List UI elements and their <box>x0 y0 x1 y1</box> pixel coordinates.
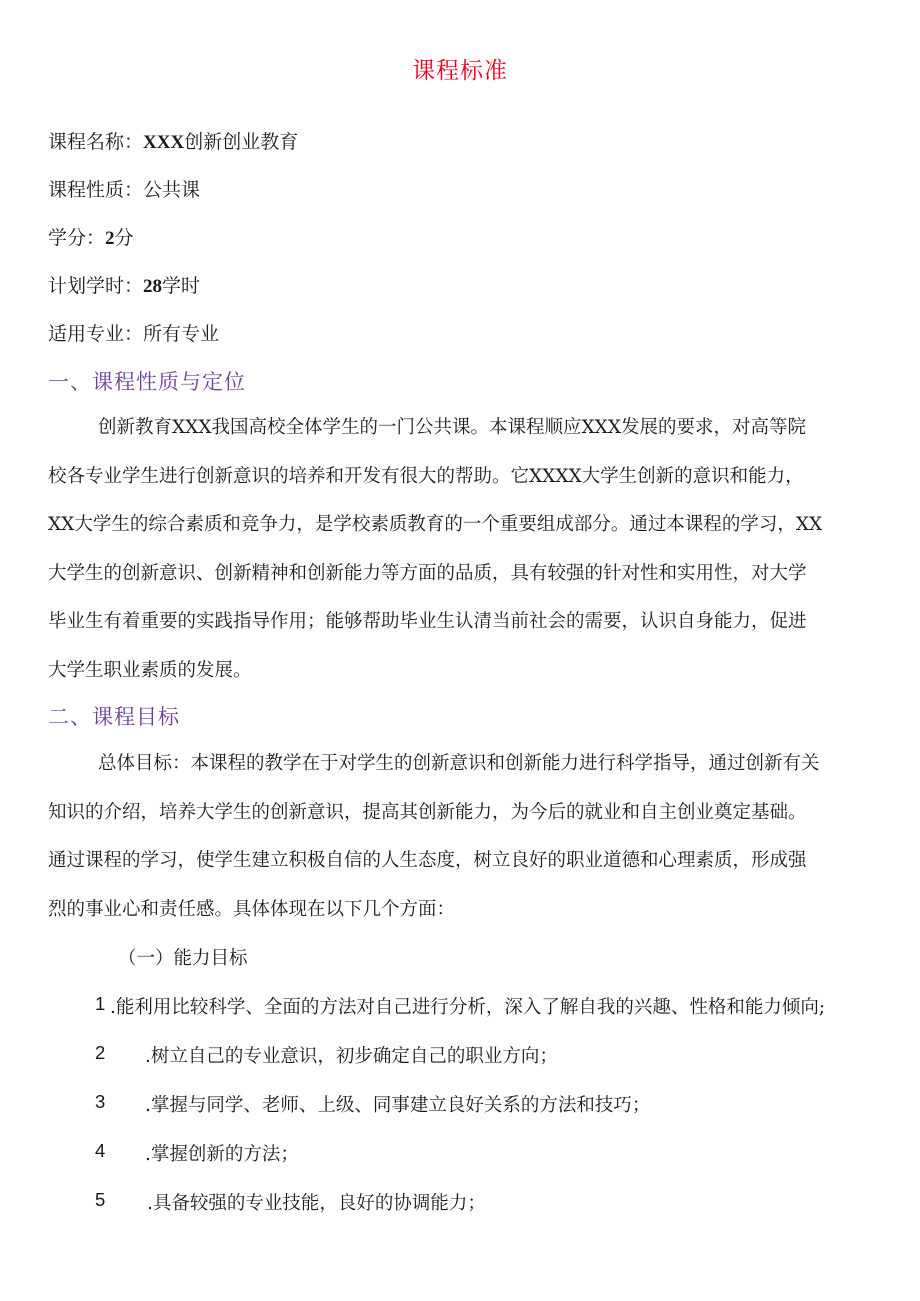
paragraph-line: 毕业生有着重要的实践指导作用；能够帮助毕业生认清当前社会的需要，认识自身能力，促进 <box>48 611 807 632</box>
meta-value: 28学时 <box>143 275 201 297</box>
paragraph-line: 知识的介绍，培养大学生的创新意识，提高其创新能力，为今后的就业和自主创业奠定基础。 <box>48 801 807 823</box>
item-number: 1 <box>95 993 106 1014</box>
paragraph-line: XX大学生的综合素质和竞争力，是学校素质教育的一个重要组成部分。通过本课程的学习，XX <box>48 514 823 535</box>
item-text: .具备较强的专业技能，良好的协调能力； <box>147 1193 486 1214</box>
meta-hours <box>48 271 200 298</box>
item-number: 3 <box>95 1091 106 1112</box>
subheading-ability-objectives: （一）能力目标 <box>118 948 248 969</box>
section1-paragraph <box>48 404 874 695</box>
meta-label: 学分： <box>48 227 106 249</box>
meta-course-name <box>48 127 298 154</box>
meta-credits <box>48 223 134 250</box>
meta-value: 2分 <box>105 227 134 249</box>
item-text: .掌握与同学、老师、上级、同事建立良好关系的方法和技巧； <box>145 1095 651 1116</box>
meta-label: 计划学时： <box>48 275 144 297</box>
meta-label: 适用专业： <box>48 323 144 345</box>
section-heading-objectives: 二、课程目标 <box>48 705 180 729</box>
paragraph-line: 创新教育XXX我国高校全体学生的一门公共课。本课程顺应XXX发展的要求，对高等院 <box>98 417 807 438</box>
item-number: 2 <box>95 1042 106 1063</box>
document-title: 课程标准 <box>412 58 508 84</box>
paragraph-line: 烈的事业心和责任感。具体体现在以下几个方面： <box>48 898 456 920</box>
meta-label: 课程名称： <box>48 131 144 153</box>
item-text: .掌握创新的方法； <box>145 1144 299 1165</box>
paragraph-line: 大学生的创新意识、创新精神和创新能力等方面的品质，具有较强的针对性和实用性，对大学 <box>48 562 807 584</box>
meta-label: 课程性质： <box>48 179 144 201</box>
meta-majors <box>48 319 219 346</box>
paragraph-line: 总体目标：本课程的教学在于对学生的创新意识和创新能力进行科学指导，通过创新有关 <box>98 753 820 774</box>
meta-value: 所有专业 <box>143 323 220 345</box>
item-text: .能利用比较科学、全面的方法对自己进行分析，深入了解自我的兴趣、性格和能力倾向; <box>110 997 826 1018</box>
item-number: 4 <box>95 1140 106 1161</box>
meta-value: 公共课 <box>143 179 201 201</box>
section2-paragraph <box>48 740 874 934</box>
paragraph-line: 通过课程的学习，使学生建立积极自信的人生态度，树立良好的职业道德和心理素质，形成强 <box>48 850 807 871</box>
item-text: .树立自己的专业意识，初步确定自己的职业方向； <box>145 1046 558 1067</box>
meta-value: XXX创新创业教育 <box>143 131 299 153</box>
meta-course-nature <box>48 175 200 202</box>
section-heading-nature: 一、课程性质与定位 <box>48 370 246 394</box>
paragraph-line: 大学生职业素质的发展。 <box>48 659 252 681</box>
paragraph-line: 校各专业学生进行创新意识的培养和开发有很大的帮助。它XXXX大学生创新的意识和能力， <box>48 465 804 487</box>
item-number: 5 <box>95 1189 106 1210</box>
